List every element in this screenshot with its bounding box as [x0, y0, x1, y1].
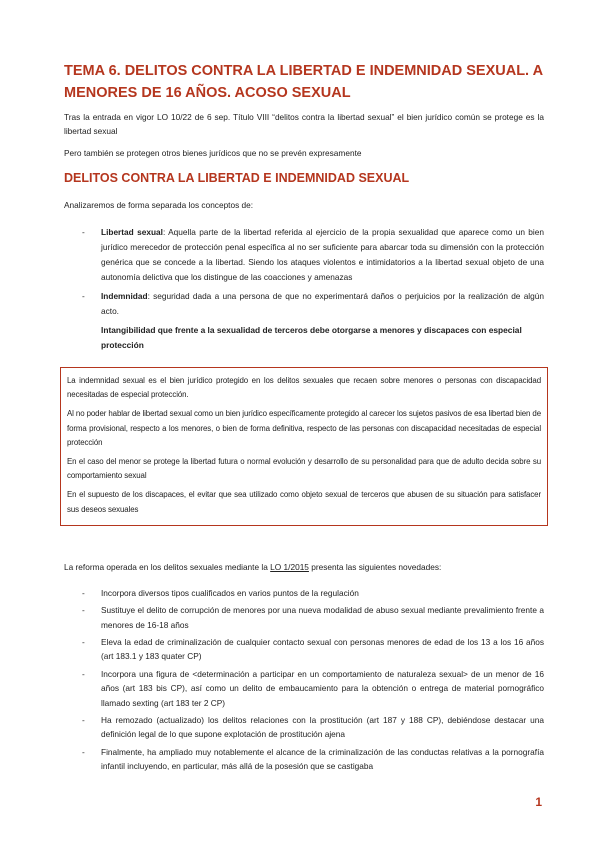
concept-term: Indemnidad: [101, 291, 148, 301]
dash-bullet: -: [82, 637, 85, 648]
box-paragraph: La indemnidad sexual es el bien jurídico protegido en los delitos sexuales que recaen sobre menores o personas con discapacidad necesitadas de especial protección.: [67, 376, 541, 400]
page-number: 1: [535, 795, 542, 809]
list-item: [64, 586, 544, 600]
dash-bullet: -: [82, 587, 85, 598]
list-item: [64, 745, 544, 774]
dash-bullet: -: [82, 291, 85, 301]
reform-item-text: Ha remozado (actualizado) los delitos relaciones con la prostitución (art 187 y 188 CP), debiéndose destacar una definición legal de lo que supone explotación de prostitución ajena: [101, 715, 544, 740]
concept-text: : seguridad dada a una persona de que no experimentará daños o perjuicios por la realización de algún acto.: [101, 291, 544, 316]
dash-bullet: -: [82, 746, 85, 757]
section-heading: DELITOS CONTRA LA LIBERTAD E INDEMNIDAD SEXUAL: [64, 171, 410, 185]
dash-bullet: -: [82, 715, 85, 726]
intro-paragraph: Tras la entrada en vigor LO 10/22 de 6 sep. Título VIII “delitos contra la libertad sexual” el bien jurídico común se protege es la libertad sexual: [64, 112, 544, 136]
list-item: [64, 635, 544, 664]
highlight-paragraph: Intangibilidad que frente a la sexualidad de terceros debe otorgarse a menores y discapaces con especial protección: [101, 325, 522, 350]
concept-text: : Aquella parte de la libertad referida al ejercicio de la propia sexualidad que aparece como un bien jurídico merecedor de protección penal específica al no ser suficiente para abarcar toda su dimensión con la protección genérica que se concede a la libertad. Siendo los ataques violentos e intimidatorios a la libertad sexual objeto de una autonomía delictiva que los distingue de las coacciones y amenazas: [101, 227, 544, 282]
list-item: [64, 667, 544, 710]
reform-item-text: Eleva la edad de criminalización de cualquier contacto sexual con personas menores de edad de los 13 a los 16 años (art 183.1 y 183 quater CP): [101, 637, 544, 662]
dash-bullet: -: [82, 605, 85, 616]
dash-bullet: -: [82, 227, 85, 237]
reform-item-text: Sustituye el delito de corrupción de menores por una nueva modalidad de abuso sexual mediante prevalimiento frente a menores de 16-18 años: [101, 605, 544, 630]
concept-term: Libertad sexual: [101, 227, 163, 237]
list-item: [64, 603, 544, 632]
lead-paragraph: Analizaremos de forma separada los conceptos de:: [64, 200, 254, 210]
box-paragraph: Al no poder hablar de libertad sexual como un bien jurídico específicamente protegido al carecer los sujetos pasivos de esa libertad bien de forma provisional, respecto a los menores, o bien de forma definitiva, respecto de las personas con discapacidad necesitadas de especial protección: [67, 409, 541, 447]
reform-text-before: La reforma operada en los delitos sexuales mediante la: [64, 561, 271, 572]
reform-item-text: Incorpora diversos tipos cualificados en varios puntos de la regulación: [101, 587, 359, 598]
reform-text-after: presenta las siguientes novedades:: [308, 561, 442, 572]
reform-item-text: Incorpora una figura de <determinación a participar en un comportamiento de naturaleza sexual> de un menor de 16 años (art 183 bis CP), así como un delito de embaucamiento para la obtención o entrega de material pornográfico llamado sexting (art 183 ter 2 CP): [101, 668, 544, 708]
dash-bullet: -: [82, 668, 85, 679]
reform-item-text: Finalmente, ha ampliado muy notablemente el alcance de la criminalización de las conductas relativas a la pornografía infantil incluyendo, en particular, más allá de la posesión que se castigaba: [101, 746, 544, 772]
list-item: [64, 225, 544, 285]
box-paragraph: En el caso del menor se protege la libertad futura o normal evolución y desarrollo de su personalidad para que de adulto decida sobre su comportamiento sexual: [67, 457, 541, 481]
concept-list: [64, 225, 544, 319]
list-item: [64, 713, 544, 742]
list-item: [64, 289, 544, 319]
document-title: TEMA 6. DELITOS CONTRA LA LIBERTAD E INDEMNIDAD SEXUAL. A MENORES DE 16 AÑOS. ACOSO SEXUAL: [64, 63, 543, 101]
box-paragraph: En el supuesto de los discapaces, el evitar que sea utilizado como objeto sexual de terceros que abusen de su situación para satisfacer sus deseos sexuales: [67, 490, 541, 514]
intro-paragraph-2: Pero también se protegen otros bienes jurídicos que no se prevén expresamente: [64, 148, 362, 158]
reform-list: [64, 586, 544, 774]
law-reference-link[interactable]: LO 1/2015: [270, 561, 309, 572]
document-page: [64, 60, 544, 777]
definition-box: [60, 367, 548, 526]
reform-paragraph: [64, 560, 544, 574]
